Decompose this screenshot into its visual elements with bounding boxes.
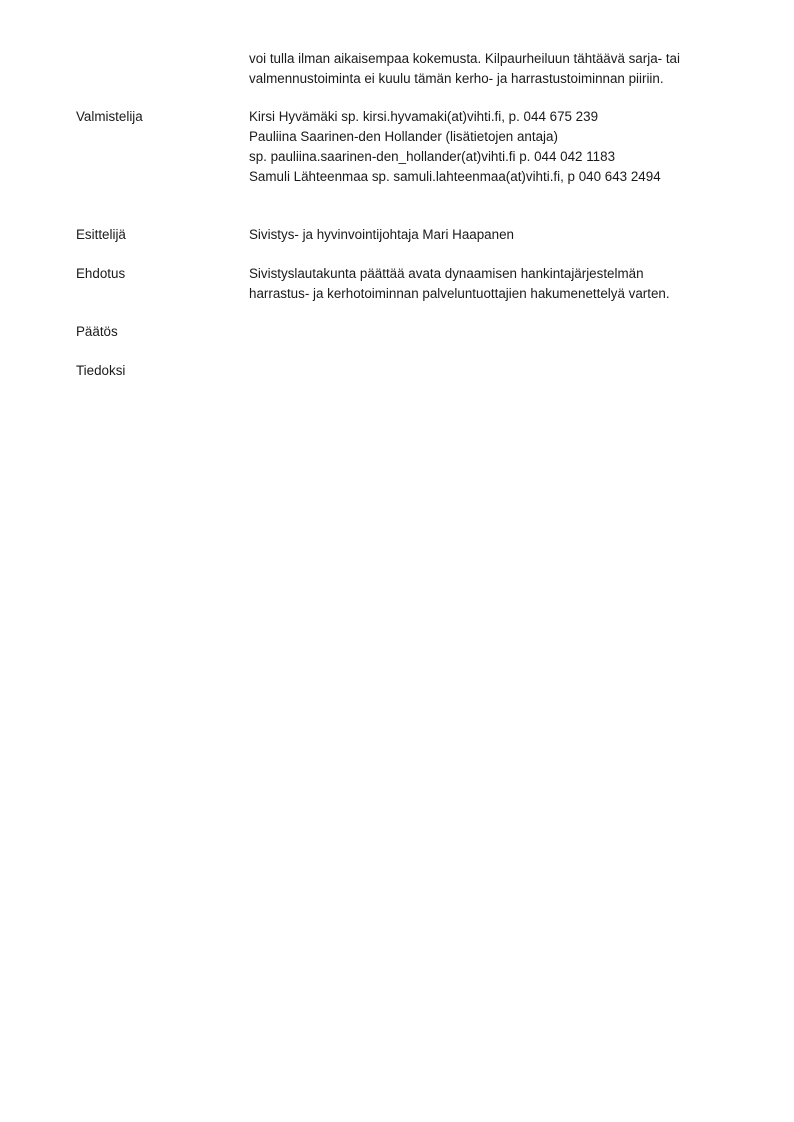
paatos-label: Päätös: [76, 324, 118, 339]
text-line: Samuli Lähteenmaa sp. samuli.lahteenmaa(at)vihti.fi, p 040 643 2494: [249, 169, 661, 184]
valmistelija-label: Valmistelija: [76, 109, 143, 124]
text-line: Sivistys- ja hyvinvointijohtaja Mari Haapanen: [249, 227, 514, 242]
text-line: voi tulla ilman aikaisempaa kokemusta. Kilpaurheiluun tähtäävä sarja- tai: [249, 51, 680, 66]
ehdotus-label: Ehdotus: [76, 266, 126, 281]
tiedoksi-label: Tiedoksi: [76, 363, 126, 378]
text-line: Kirsi Hyvämäki sp. kirsi.hyvamaki(at)vihti.fi, p. 044 675 239: [249, 109, 599, 124]
esittelija-label: Esittelijä: [76, 227, 126, 242]
ehdotus-content: [249, 264, 759, 304]
text-line: harrastus- ja kerhotoiminnan palveluntuottajien hakumenettelyä varten.: [249, 286, 670, 301]
valmistelija-content: [249, 107, 759, 187]
text-line: valmennustoiminta ei kuulu tämän kerho- ja harrastustoiminnan piiriin.: [249, 71, 664, 86]
text-line: Sivistyslautakunta päättää avata dynaamisen hankintajärjestelmän: [249, 266, 644, 281]
esittelija-content: [249, 225, 759, 245]
text-line: Pauliina Saarinen-den Hollander (lisätietojen antaja): [249, 129, 558, 144]
text-line: sp. pauliina.saarinen-den_hollander(at)vihti.fi p. 044 042 1183: [249, 149, 616, 164]
intro-paragraph: [249, 49, 749, 89]
